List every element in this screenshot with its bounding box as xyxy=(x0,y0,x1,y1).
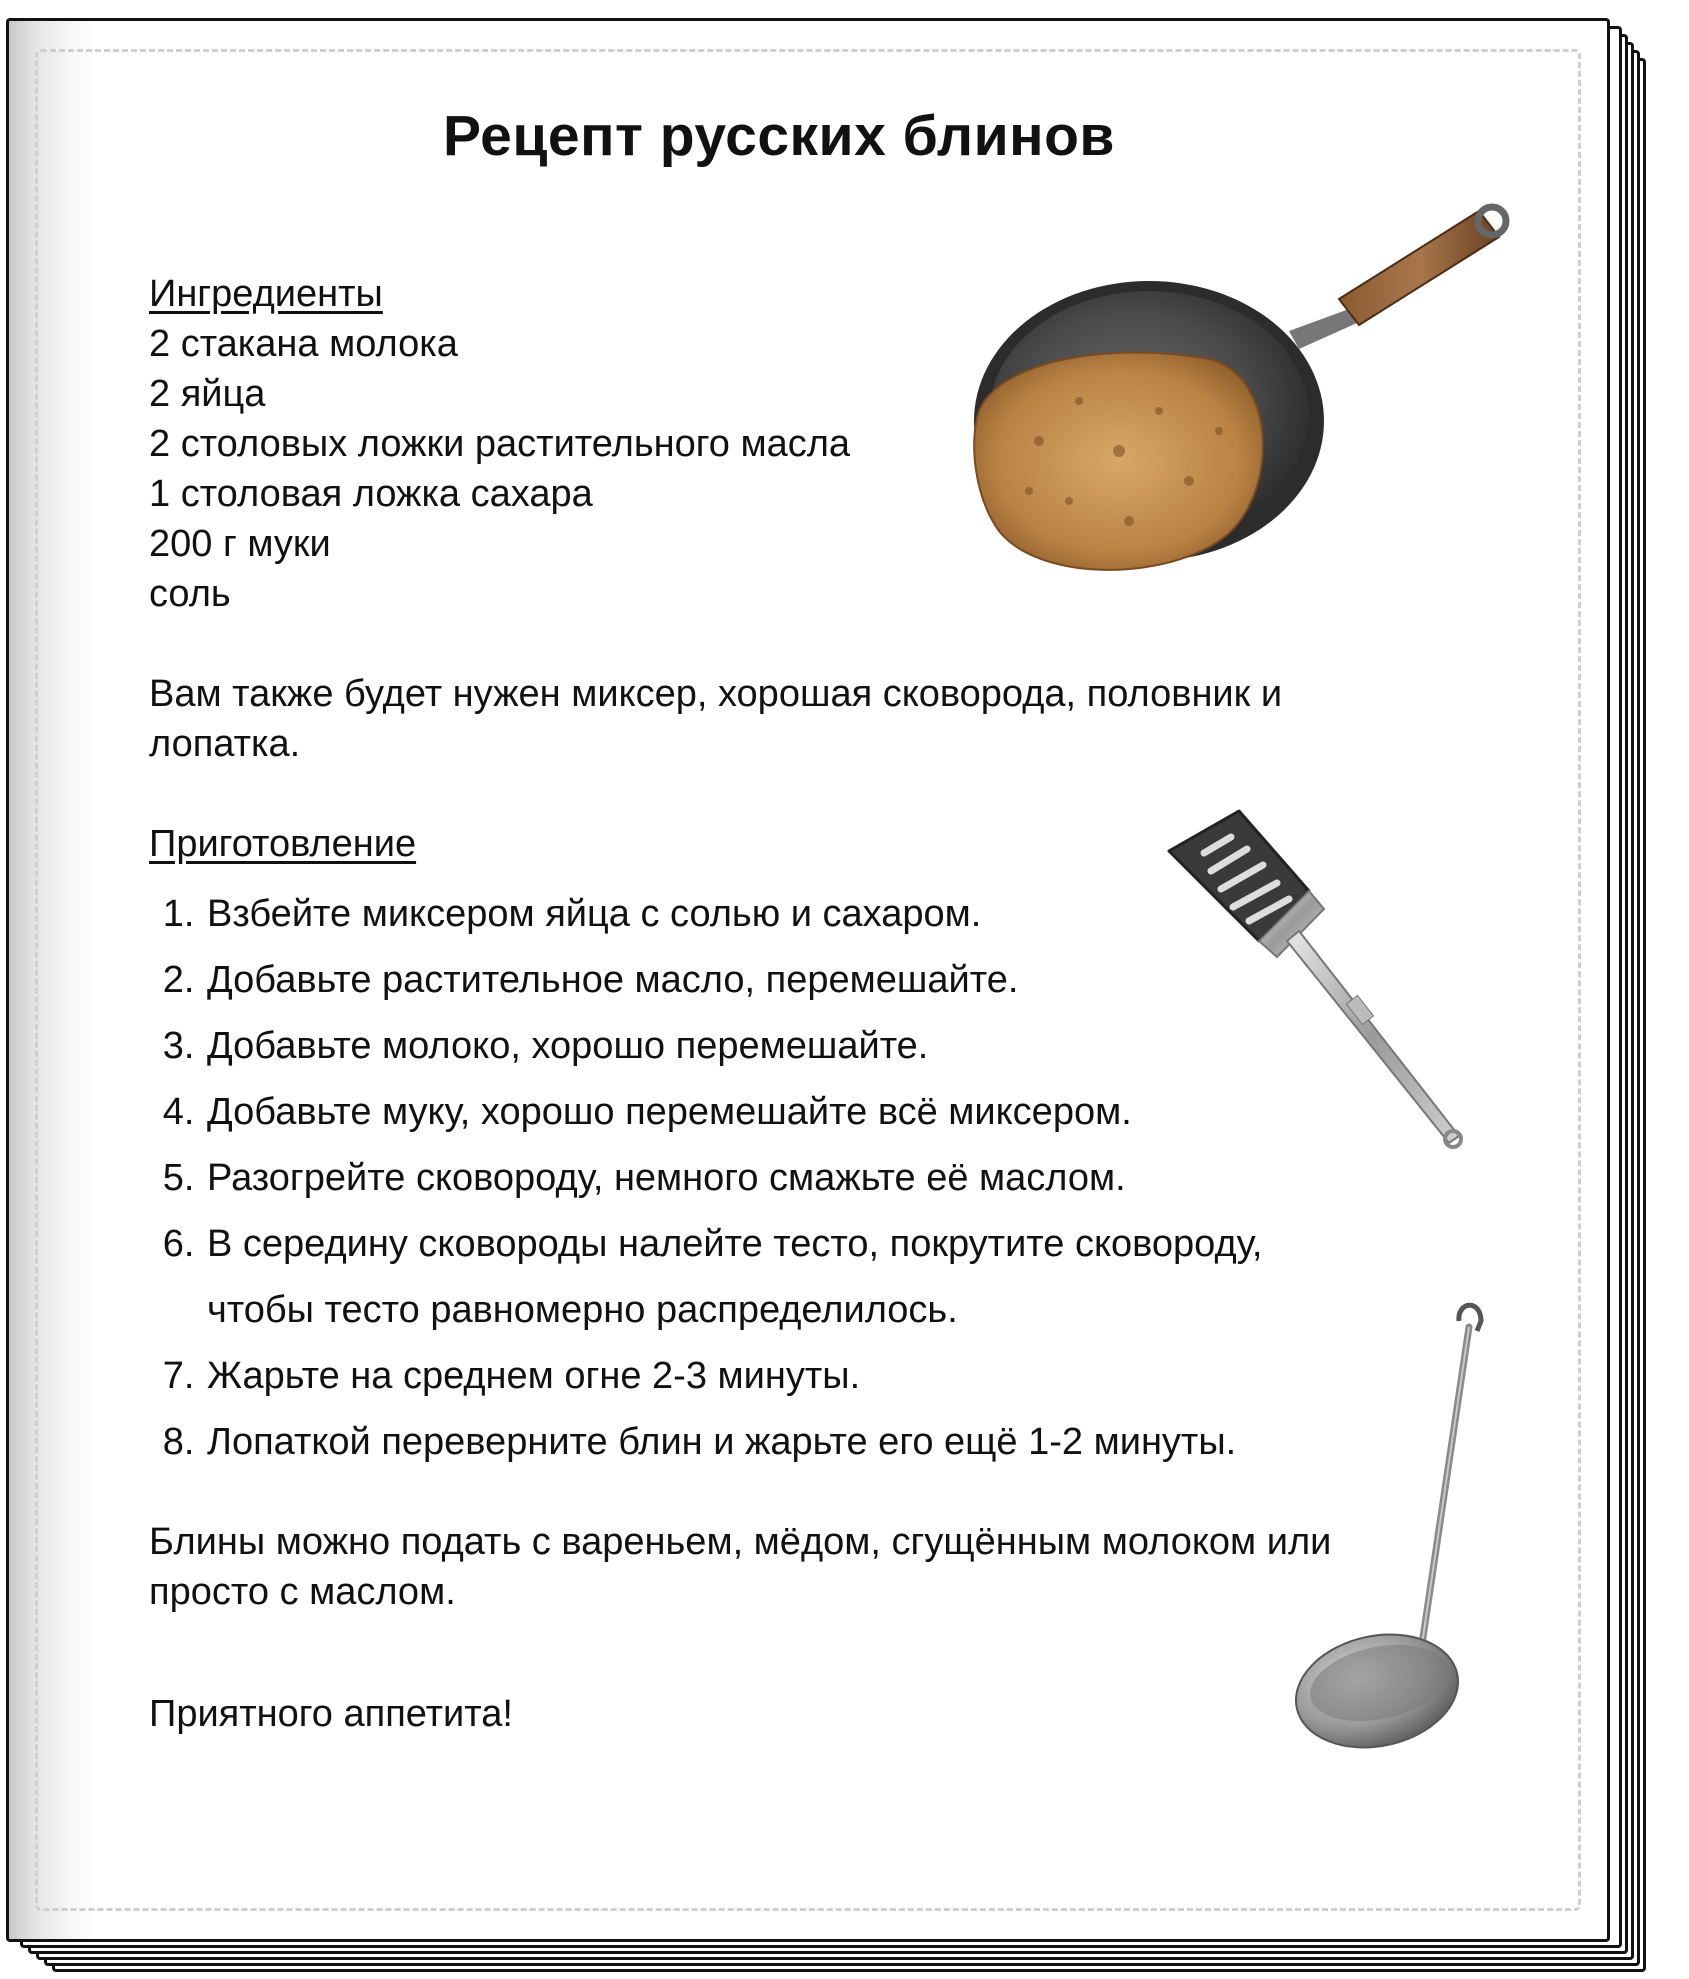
ingredient-item: 2 стакана молока xyxy=(149,323,458,365)
step-item: 2. Добавьте растительное масло, перемешайте. xyxy=(205,947,1349,1013)
step-item: 6. В середину сковороды налейте тесто, покрутите сковороду, чтобы тесто равномерно распределилось. xyxy=(205,1211,1349,1343)
step-item: 8. Лопаткой переверните блин и жарьте его ещё 1-2 минуты. xyxy=(205,1409,1349,1475)
ingredient-item: 200 г муки xyxy=(149,523,331,565)
step-item: 3. Добавьте молоко, хорошо перемешайте. xyxy=(205,1013,1349,1079)
closing-text: Приятного аппетита! xyxy=(149,1693,513,1735)
ingredients-section xyxy=(149,269,850,619)
slotted-spatula-icon xyxy=(1149,791,1489,1161)
equipment-note: Вам также будет нужен миксер, хорошая сковорода, половник и лопатка. xyxy=(149,673,1283,765)
step-item: 7. Жарьте на среднем огне 2-3 минуты. xyxy=(205,1343,1349,1409)
step-item: 1. Взбейте миксером яйца с солью и сахаром. xyxy=(205,881,1349,947)
preparation-heading: Приготовление xyxy=(149,823,417,865)
ladle-icon xyxy=(1269,1291,1529,1771)
ingredients-heading: Ингредиенты xyxy=(149,273,383,315)
ingredient-item: 2 яйца xyxy=(149,373,266,415)
step-item: 5. Разогрейте сковороду, немного смажьте её маслом. xyxy=(205,1145,1349,1211)
ingredient-item: соль xyxy=(149,573,231,615)
step-item: 4. Добавьте муку, хорошо перемешайте всё миксером. xyxy=(205,1079,1349,1145)
serving-note: Блины можно подать с вареньем, мёдом, сгущённым молоком или просто с маслом. xyxy=(149,1521,1332,1613)
recipe-page xyxy=(6,18,1610,1942)
ingredient-item: 2 столовых ложки растительного масла xyxy=(149,423,851,465)
frying-pan-with-pancake-icon xyxy=(959,191,1519,611)
ingredient-item: 1 столовая ложка сахара xyxy=(149,473,593,515)
page-title: Рецепт русских блинов xyxy=(443,104,1115,168)
